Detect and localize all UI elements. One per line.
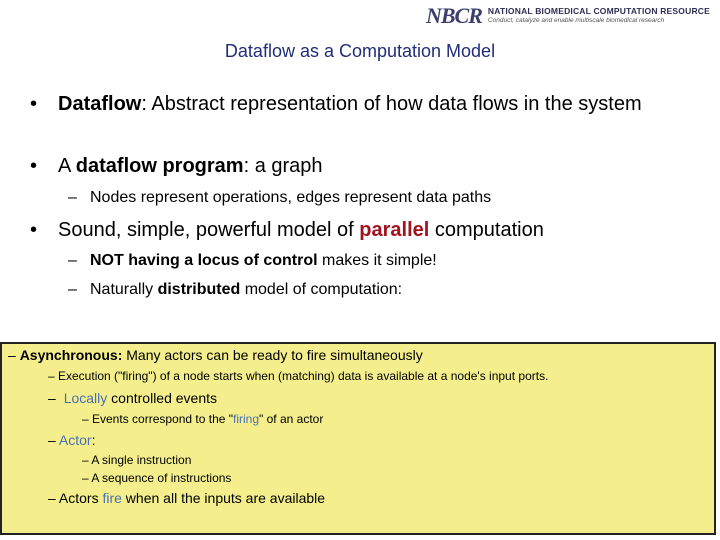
box-line-actors-fire: [48, 490, 325, 506]
box-blue: Locally: [63, 390, 108, 406]
sub-bullet-rest: model of computation:: [240, 281, 403, 298]
box-blue: firing: [233, 412, 260, 426]
slide-title: Dataflow as a Computation Model: [224, 41, 496, 61]
box-bold: Asynchronous:: [19, 347, 123, 363]
box-text: – Actors: [48, 490, 103, 506]
box-text: Many actors can be ready to fire simultaneously: [122, 347, 423, 363]
box-text: when all the inputs are available: [121, 490, 326, 506]
bullet-rest: : a graph: [243, 155, 323, 177]
bullet-text: [58, 218, 718, 242]
asynchronous-callout-box: [0, 342, 716, 535]
bullet-pre: A: [58, 155, 76, 177]
box-blue: fire: [102, 490, 122, 506]
box-line-events: [82, 412, 323, 426]
box-text: :: [91, 432, 96, 448]
bullet-bold: dataflow program: [75, 155, 244, 177]
bullet-dot: •: [30, 219, 38, 241]
parallel-highlight: parallel: [359, 219, 430, 241]
bullet-rest: : Abstract representation of how data flows in the system: [141, 93, 642, 115]
nbcr-logo: [426, 4, 716, 28]
sub-bullet-text: Nodes represent operations, edges represent data paths: [90, 189, 492, 206]
box-dash: –: [48, 432, 59, 448]
box-text: – Events correspond to the ": [82, 412, 234, 426]
box-blue: Actor: [58, 432, 92, 448]
sub-bullet-bold: NOT having a locus of control: [90, 252, 318, 269]
sub-bullet-dash: –: [68, 281, 77, 298]
sub-bullet-bold: distributed: [157, 281, 241, 298]
sub-bullet-dash: –: [68, 189, 77, 206]
box-dash: –: [8, 347, 16, 363]
bullet-text: [58, 92, 718, 116]
bullet-pre: Sound, simple, powerful model of: [58, 219, 360, 241]
logo-line1: NATIONAL BIOMEDICAL COMPUTATION RESOURCE: [487, 6, 710, 16]
box-line-asynchronous: [8, 347, 423, 363]
sub-bullet-text: [90, 251, 437, 271]
sub-bullet-dash: –: [68, 252, 77, 269]
sub-bullet-pre: Naturally: [90, 281, 158, 298]
box-line-locally: [48, 390, 217, 406]
logo-line2: Conduct, catalyze and enable multiscale biomedical research: [487, 17, 665, 24]
box-text: controlled events: [107, 390, 218, 406]
box-line-execution: – Execution ("firing") of a node starts when (matching) data is available at a node's input ports.: [48, 369, 549, 383]
sub-bullet-rest: makes it simple!: [317, 252, 437, 269]
logo-mark: NBCR: [426, 3, 482, 28]
bullet-text: [58, 154, 718, 178]
logo-text: [488, 6, 710, 26]
sub-bullet-text: [90, 280, 402, 300]
box-line-actor: [48, 432, 95, 448]
bullet-dot: •: [30, 155, 38, 177]
box-line-single-instruction: – A single instruction: [82, 453, 192, 467]
box-text: " of an actor: [259, 412, 324, 426]
bullet-rest: computation: [429, 219, 544, 241]
box-line-sequence-instructions: – A sequence of instructions: [82, 471, 232, 485]
box-dash: –: [48, 390, 56, 406]
bullet-bold: Dataflow: [58, 93, 142, 115]
bullet-dot: •: [30, 93, 38, 115]
